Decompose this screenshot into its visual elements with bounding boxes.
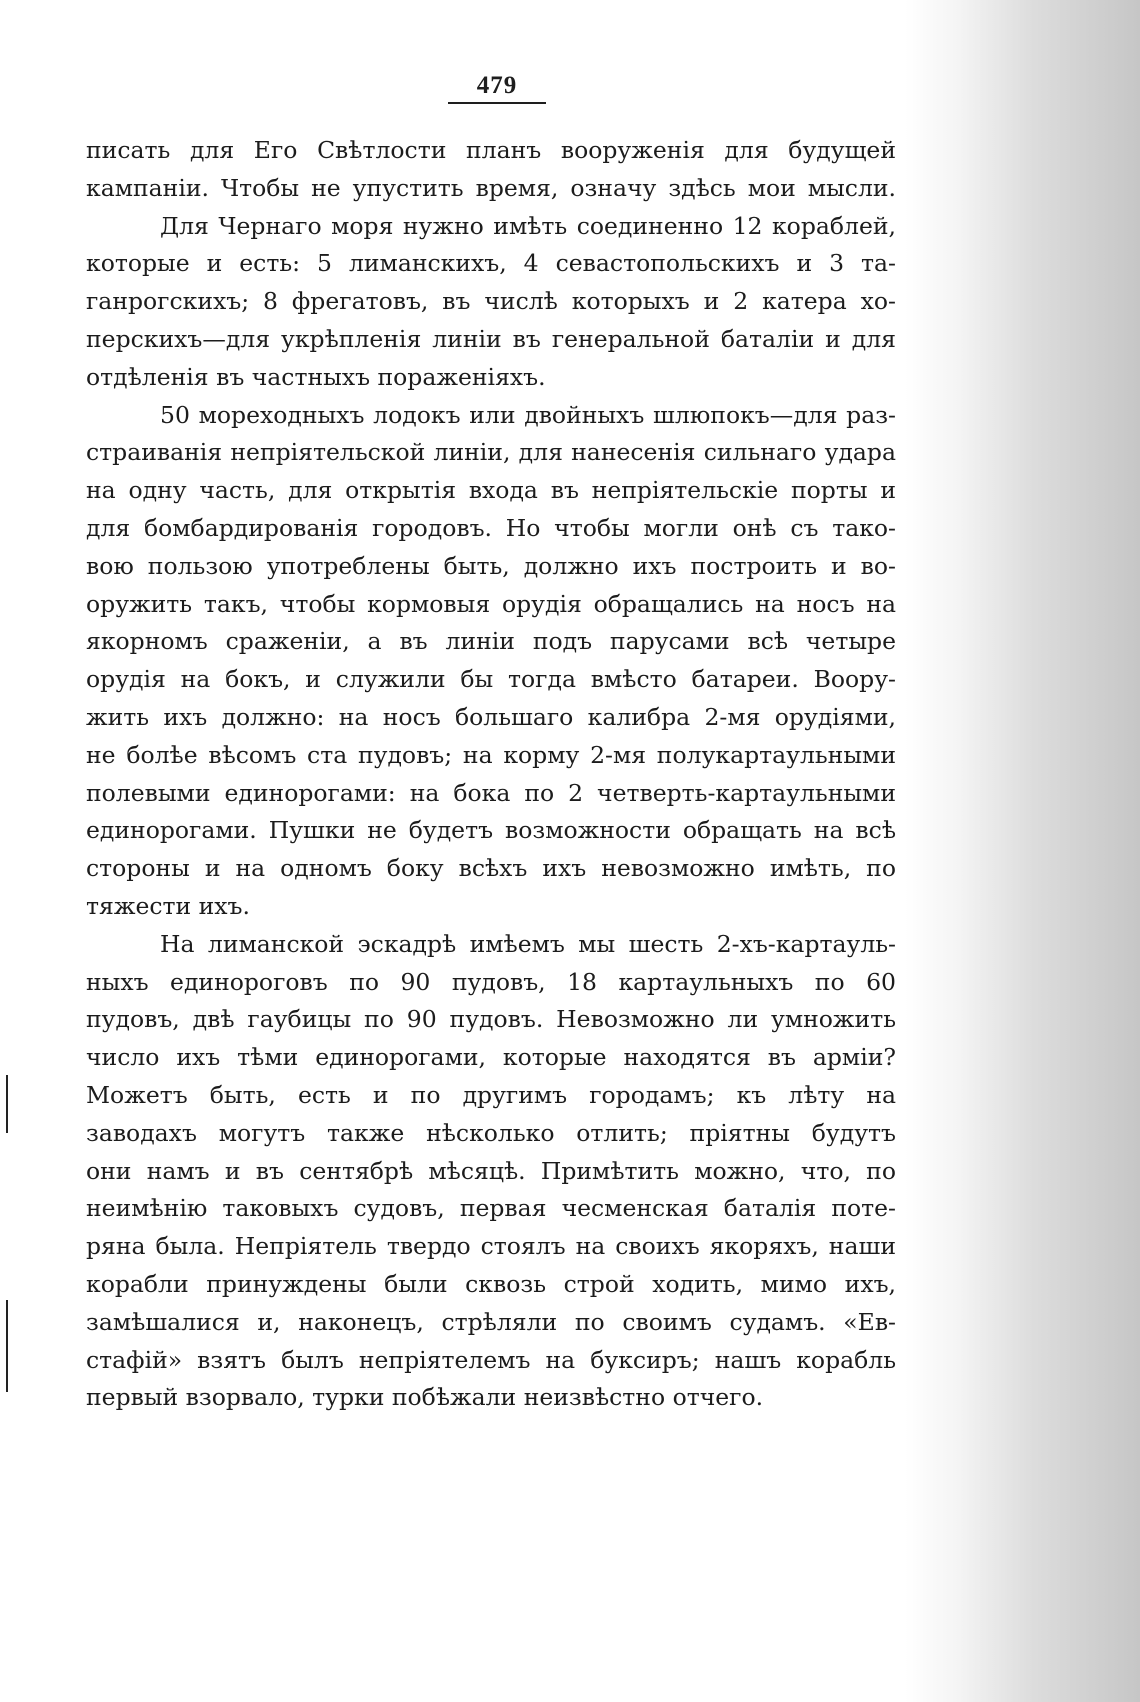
text-line: которые и есть: 5 лиманскихъ, 4 севастопольскихъ и 3 та- — [86, 249, 896, 278]
text-line: на одну часть, для открытія входа въ непріятельскіе порты и — [86, 476, 896, 505]
text-line: корабли принуждены были сквозь строй ходить, мимо ихъ, — [86, 1269, 896, 1298]
text-line: писать для Его Свѣтлости планъ вооруженія для будущей — [86, 136, 896, 164]
text-line: число ихъ тѣми единорогами, которые находятся въ арміи? — [86, 1043, 896, 1072]
text-line: ряна была. Непріятель твердо стоялъ на своихъ якоряхъ, наши — [86, 1232, 896, 1261]
text-line: якорномъ сраженіи, а въ линіи подъ парусами всѣ четыре — [86, 627, 896, 656]
text-line: 50 мореходныхъ лодокъ или двойныхъ шлюпокъ—для раз- — [160, 400, 896, 429]
text-line: для бомбардированія городовъ. Но чтобы могли онѣ съ тако- — [86, 513, 896, 542]
page-number: 479 — [448, 72, 546, 104]
margin-mark — [6, 1300, 8, 1392]
text-line: они намъ и въ сентябрѣ мѣсяцѣ. Примѣтить можно, что, по — [86, 1156, 896, 1185]
text-line: орудія на бокъ, и служили бы тогда вмѣсто батареи. Воору- — [86, 665, 896, 694]
text-line: не болѣе вѣсомъ ста пудовъ; на корму 2-мя полукартаульными — [86, 740, 896, 769]
text-line: ныхъ единороговъ по 90 пудовъ, 18 картаульныхъ по 60 — [86, 967, 896, 996]
text-line: стафій» взятъ былъ непріятелемъ на буксиръ; нашъ корабль — [86, 1345, 896, 1374]
body-text — [86, 132, 896, 1417]
text-line: Можетъ быть, есть и по другимъ городамъ; къ лѣту на — [86, 1080, 896, 1109]
text-line: замѣшалися и, наконецъ, стрѣляли по своимъ судамъ. «Ев- — [86, 1307, 896, 1336]
text-line: кампаніи. Чтобы не упустить время, означу здѣсь мои мысли. — [86, 173, 896, 202]
text-line: ганрогскихъ; 8 фрегатовъ, въ числѣ которыхъ и 2 катера хо- — [86, 287, 896, 316]
text-line: полевыми единорогами: на бока по 2 четверть-картаульными — [86, 778, 896, 807]
text-line: пудовъ, двѣ гаубицы по 90 пудовъ. Невозможно ли умножить — [86, 1005, 896, 1034]
text-line: единорогами. Пушки не будетъ возможности обращать на всѣ — [86, 816, 896, 845]
page-edge-shadow — [905, 0, 1140, 1702]
text-line: Для Чернаго моря нужно имѣть соединенно 12 кораблей, — [160, 211, 896, 240]
text-line: тяжести ихъ. — [86, 891, 250, 920]
text-line: стороны и на одномъ боку всѣхъ ихъ невозможно имѣть, по — [86, 854, 896, 883]
text-line: вою пользою употреблены быть, должно ихъ построить и во- — [86, 551, 896, 580]
text-line: неимѣнію таковыхъ судовъ, первая чесменская баталія поте- — [86, 1194, 896, 1223]
margin-mark — [6, 1075, 8, 1133]
text-line: заводахъ могутъ также нѣсколько отлить; пріятны будутъ — [86, 1118, 896, 1147]
text-line: перскихъ—для укрѣпленія линіи въ генеральной баталіи и для — [86, 324, 896, 353]
text-line: оружить такъ, чтобы кормовыя орудія обращались на носъ на — [86, 589, 896, 618]
text-line: первый взорвало, турки побѣжали неизвѣстно отчего. — [86, 1383, 764, 1412]
text-line: отдѣленія въ частныхъ пораженіяхъ. — [86, 362, 546, 391]
text-line: жить ихъ должно: на носъ большаго калибра 2-мя орудіями, — [86, 702, 896, 731]
text-line: страиванія непріятельской линіи, для нанесенія сильнаго удара — [86, 438, 896, 467]
text-line: На лиманской эскадрѣ имѣемъ мы шесть 2-хъ-картауль- — [160, 929, 896, 958]
